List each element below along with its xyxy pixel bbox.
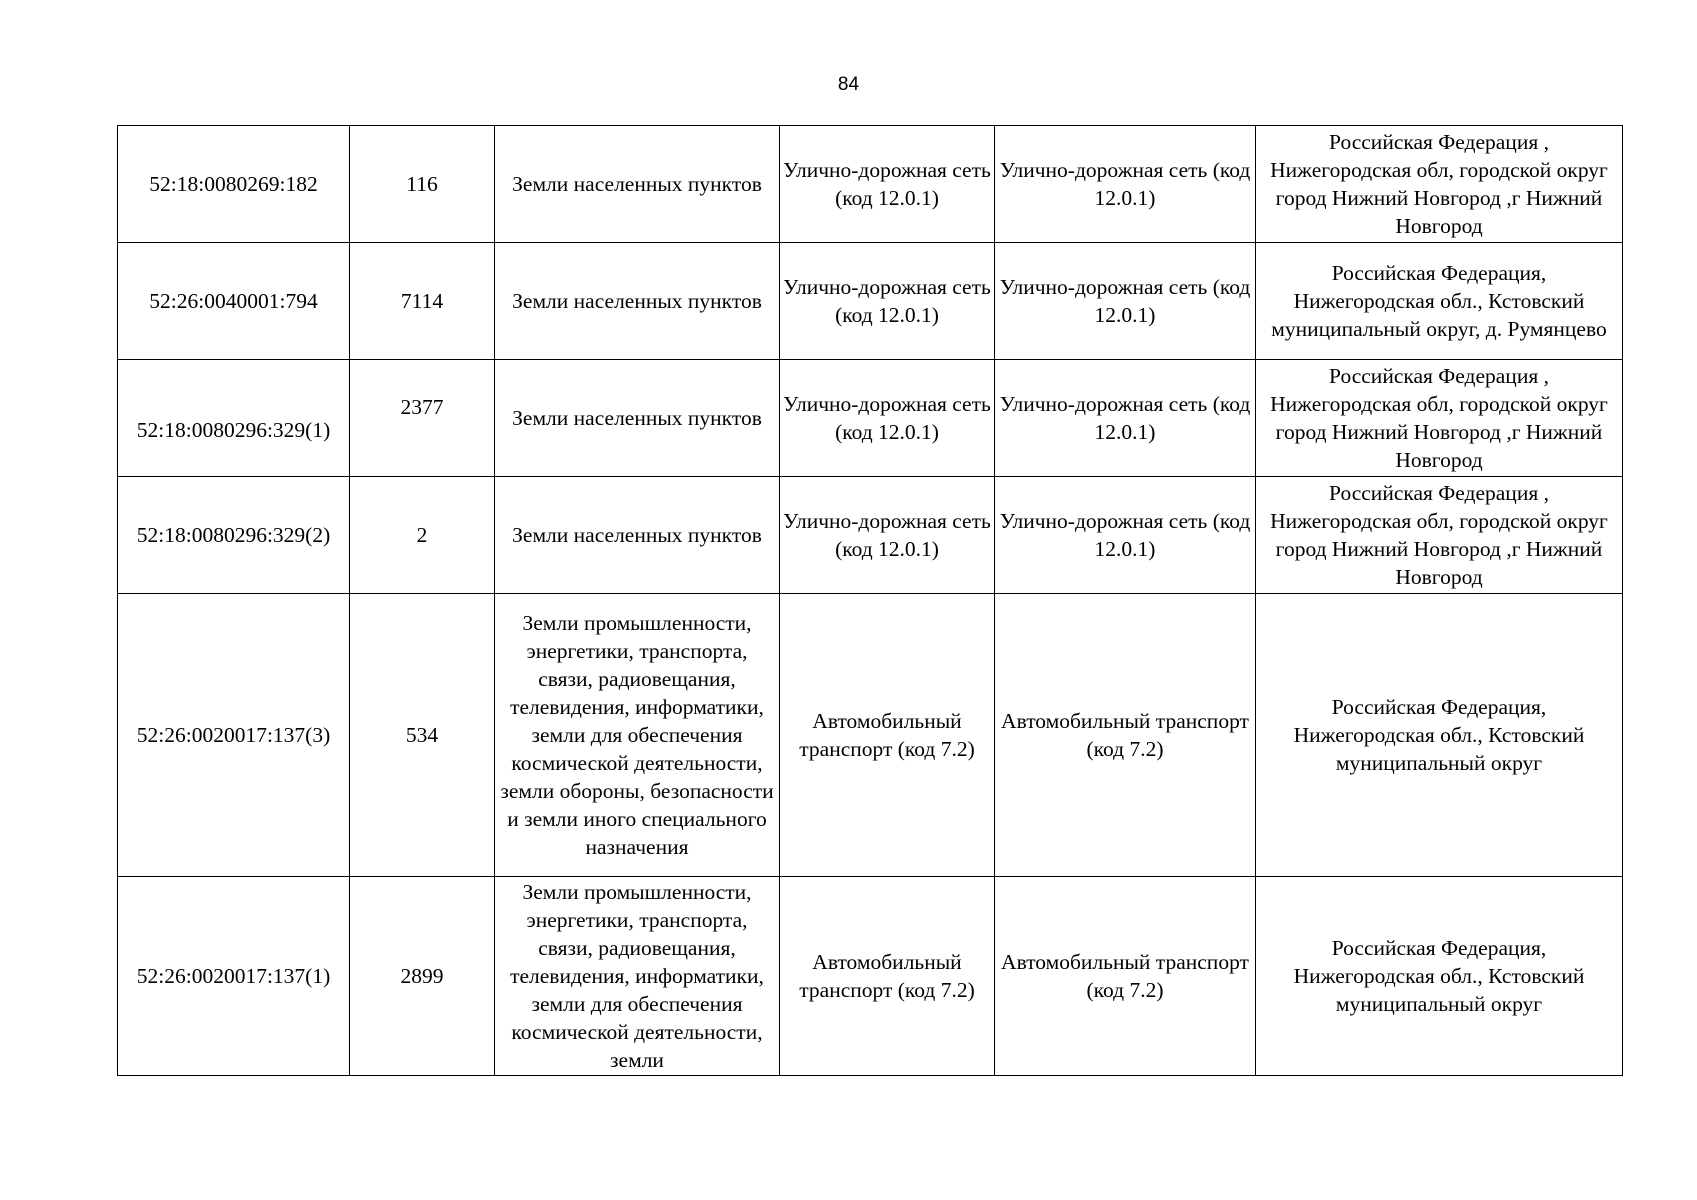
- land-category-cell: Земли промышленности, энергетики, транспорта, связи, радиовещания, телевидения, информатики, земли для обеспечения космической деятельности, земли: [495, 877, 780, 1076]
- land-category-cell: Земли населенных пунктов: [495, 360, 780, 477]
- land-category-cell: Земли населенных пунктов: [495, 126, 780, 243]
- land-plots-table: [117, 125, 1623, 1076]
- permitted-use-cell: Автомобильный транспорт (код 7.2): [780, 594, 995, 877]
- cadastral-number-cell: 52:26:0040001:794: [118, 243, 350, 360]
- cadastral-number-cell: 52:26:0020017:137(3): [118, 594, 350, 877]
- address-cell: Российская Федерация , Нижегородская обл, городской округ город Нижний Новгород ,г Нижний Новгород: [1256, 126, 1623, 243]
- table-row: [118, 594, 1623, 877]
- land-category-cell: Земли населенных пунктов: [495, 243, 780, 360]
- cadastral-number-cell: 52:18:0080296:329(2): [118, 477, 350, 594]
- address-cell: Российская Федерация, Нижегородская обл., Кстовский муниципальный округ: [1256, 594, 1623, 877]
- area-cell: 2: [350, 477, 495, 594]
- address-cell: Российская Федерация , Нижегородская обл, городской округ город Нижний Новгород ,г Нижний Новгород: [1256, 360, 1623, 477]
- cadastral-number-text: 52:18:0080296:329(1): [136, 418, 331, 442]
- area-text: 2377: [400, 395, 444, 419]
- address-cell: Российская Федерация, Нижегородская обл., Кстовский муниципальный округ, д. Румянцево: [1256, 243, 1623, 360]
- permitted-use-cell: Улично-дорожная сеть (код 12.0.1): [780, 360, 995, 477]
- land-category-cell: Земли населенных пунктов: [495, 477, 780, 594]
- cadastral-number-cell: 52:26:0020017:137(1): [118, 877, 350, 1076]
- table-row: [118, 360, 1623, 477]
- area-cell: 116: [350, 126, 495, 243]
- area-cell: 534: [350, 594, 495, 877]
- actual-use-cell: Автомобильный транспорт (код 7.2): [995, 877, 1256, 1076]
- area-cell: [350, 360, 495, 477]
- area-cell: 7114: [350, 243, 495, 360]
- address-cell: Российская Федерация, Нижегородская обл., Кстовский муниципальный округ: [1256, 877, 1623, 1076]
- actual-use-cell: Улично-дорожная сеть (код 12.0.1): [995, 243, 1256, 360]
- cadastral-number-cell: 52:18:0080269:182: [118, 126, 350, 243]
- permitted-use-cell: Улично-дорожная сеть (код 12.0.1): [780, 126, 995, 243]
- address-cell: Российская Федерация , Нижегородская обл, городской округ город Нижний Новгород ,г Нижний Новгород: [1256, 477, 1623, 594]
- table-row: [118, 477, 1623, 594]
- permitted-use-cell: Улично-дорожная сеть (код 12.0.1): [780, 243, 995, 360]
- cadastral-number-cell: [118, 360, 350, 477]
- land-category-cell: Земли промышленности, энергетики, транспорта, связи, радиовещания, телевидения, информатики, земли для обеспечения космической деятельности, земли обороны, безопасности и земли иного специального назначения: [495, 594, 780, 877]
- permitted-use-cell: Автомобильный транспорт (код 7.2): [780, 877, 995, 1076]
- permitted-use-cell: Улично-дорожная сеть (код 12.0.1): [780, 477, 995, 594]
- area-cell: 2899: [350, 877, 495, 1076]
- actual-use-cell: Автомобильный транспорт (код 7.2): [995, 594, 1256, 877]
- table-row: [118, 126, 1623, 243]
- actual-use-cell: Улично-дорожная сеть (код 12.0.1): [995, 360, 1256, 477]
- actual-use-cell: Улично-дорожная сеть (код 12.0.1): [995, 477, 1256, 594]
- page-number: 84: [837, 74, 860, 95]
- table-row: [118, 877, 1623, 1076]
- actual-use-cell: Улично-дорожная сеть (код 12.0.1): [995, 126, 1256, 243]
- table-row: [118, 243, 1623, 360]
